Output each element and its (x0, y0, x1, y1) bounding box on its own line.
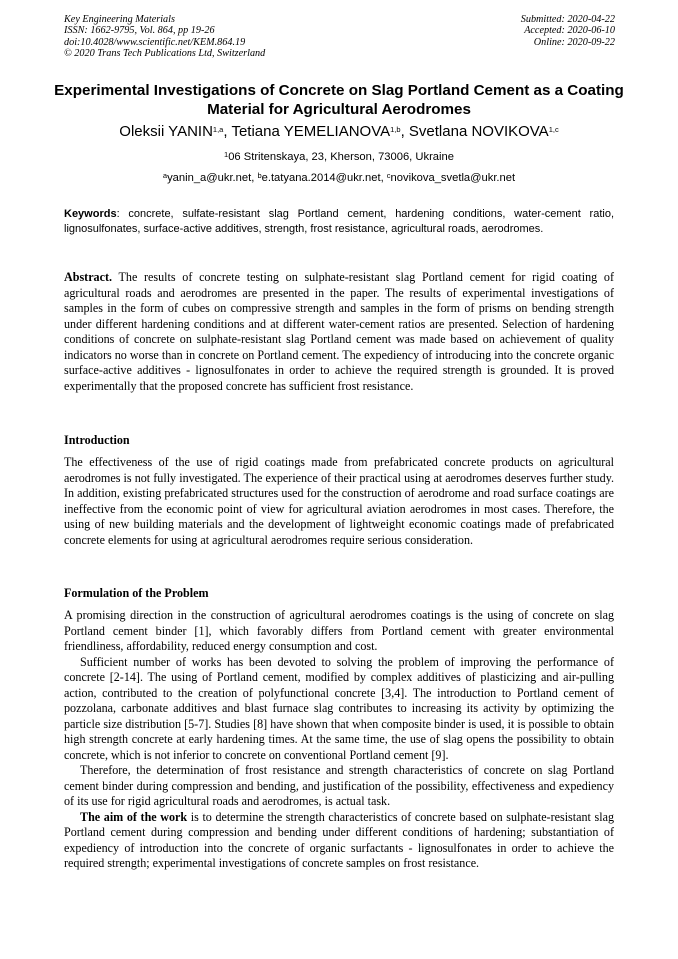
journal-header-right (521, 14, 615, 48)
introduction-paragraph: The effectiveness of the use of rigid coatings made from prefabricated concrete products on agricultural aerodromes is not fully investigated. The experience of their practical using at aerodromes deserves further study. In addition, existing prefabricated structures used for the construction of aerodrome and road surface coatings are ineffective from the economic point of view for agricultural aviation aerodromes in most cases. Therefore, the using of new building materials and the development of lightweight economic coatings made of prefabricated concrete elements for using at agricultural aerodromes require serious consideration. (64, 455, 614, 547)
accepted-date: Accepted: 2020-06-10 (524, 25, 615, 37)
doi-line: doi:10.4028/www.scientific.net/KEM.864.19 (64, 36, 246, 48)
keywords-text: : concrete, sulfate-resistant slag Portland cement, hardening conditions, water-cement ratio, lignosulfonates, surface-active additives, strength, frost resistance, agricultural roads, aerodromes. (64, 208, 614, 235)
abstract-paragraph (64, 270, 614, 394)
email-mark: a (162, 171, 168, 180)
author-name: Tetiana YEMELIANOVA (231, 123, 391, 140)
author-separator: , (400, 123, 409, 140)
online-date: Online: 2020-09-22 (533, 36, 615, 48)
affiliation-mark: 1 (224, 150, 229, 159)
author-affiliation-mark: 1,c (548, 125, 559, 134)
author-name: Oleksii YANIN (119, 123, 213, 140)
formulation-paragraph-2: Sufficient number of works has been devoted to solving the problem of improving the performance of concrete [2-14]. The using of Portland cement, modified by complex additives of plasticizing and air-pulling action, contributed to the creation of polyfunctional concrete [3,4]. The introduction to Portland cement of pozzolana, carbonate additives and blast furnace slag contributes to increasing its activity by optimizing the particle size distribution [5-7]. Studies [8] have shown that when composite binder is used, it is possible to obtain high strength concrete at early hardening times. At the same time, the use of slag opens the possibility to obtain concrete, which is not inferior to concrete on conventional Portland cement [9]. (64, 654, 614, 762)
abstract-text: The results of concrete testing on sulphate-resistant slag Portland cement for rigid coating of agricultural roads and aerodromes are presented in the paper. The results of experimental investigations of samples in the form of cubes on compressive strength and samples in the form of prisms on bending strength under different hardening conditions and at different water-cement ratios are presented. Selection of hardening conditions of concrete on sulphate-resistant slag Portland cement was made based on achievement of quality indicators no worse than in concrete on Portland cement. The expediency of introducing into the concrete organic surface-active additives - lignosulfonates in order to achieve the required strength is grounded. It is proved experimentally that the proposed concrete has sufficient frost resistance. (64, 270, 614, 393)
abstract-label: Abstract. (64, 270, 113, 284)
affiliation-text: 06 Stritenskaya, 23, Kherson, 73006, Ukraine (228, 151, 454, 163)
formulation-paragraph-3: Therefore, the determination of frost resistance and strength characteristics of concrete on slag Portland cement binder during compression and bending, and justification of the possibility, effectiveness and expediency of its use for rigid agricultural roads and aerodromes, is actual task. (64, 763, 614, 808)
copyright-line: © 2020 Trans Tech Publications Ltd, Switzerland (64, 48, 266, 60)
journal-name: Key Engineering Materials (64, 14, 175, 25)
abstract-block (64, 270, 614, 394)
affiliation (40, 150, 638, 164)
introduction-heading: Introduction (64, 433, 130, 447)
author-affiliation-mark: 1,a (212, 125, 224, 134)
issn-line: ISSN: 1662-9795, Vol. 864, pp 19-26 (64, 25, 215, 37)
author-name: Svetlana NOVIKOVA (408, 123, 549, 140)
email-mark: b (257, 171, 262, 180)
paper-title: Experimental Investigations of Concrete on Slag Portland Cement as a Coating Material for Agricultural Aerodromes (54, 82, 624, 118)
formulation-heading: Formulation of the Problem (64, 586, 209, 600)
keywords-block (64, 207, 614, 236)
email-address: yanin_a@ukr.net, (167, 172, 258, 184)
journal-header-left (64, 14, 265, 60)
keywords-label: Keywords (64, 208, 117, 220)
email-address: novikova_svetla@ukr.net (390, 172, 516, 184)
formulation-block (64, 608, 614, 872)
author-separator: , (223, 123, 232, 140)
formulation-paragraph-4 (64, 810, 614, 872)
aim-label: The aim of the work (80, 809, 188, 824)
email-list (40, 171, 638, 185)
email-mark: c (386, 171, 391, 180)
introduction-block (64, 455, 614, 548)
aim-text: is to determine the strength characteristics of concrete based on sulphate-resistant slag Portland cement during compression and bending under different conditions of hardening; substantiation of expediency of introduction into the concrete of organic surfactants - lignosulfonates in order to achieve the required strength; experimental investigations of concrete samples on frost resistance. (64, 809, 614, 870)
submitted-date: Submitted: 2020-04-22 (520, 14, 615, 25)
formulation-paragraph-1: A promising direction in the construction of agricultural aerodromes coatings is the using of concrete on slag Portland cement binder [1], which favorably differs from Portland cement with greater environmental friendliness, affordability, reduced energy consumption and cost. (64, 608, 614, 653)
email-address: e.tatyana.2014@ukr.net, (261, 172, 387, 184)
author-list (40, 123, 638, 141)
author-affiliation-mark: 1,b (390, 125, 401, 134)
